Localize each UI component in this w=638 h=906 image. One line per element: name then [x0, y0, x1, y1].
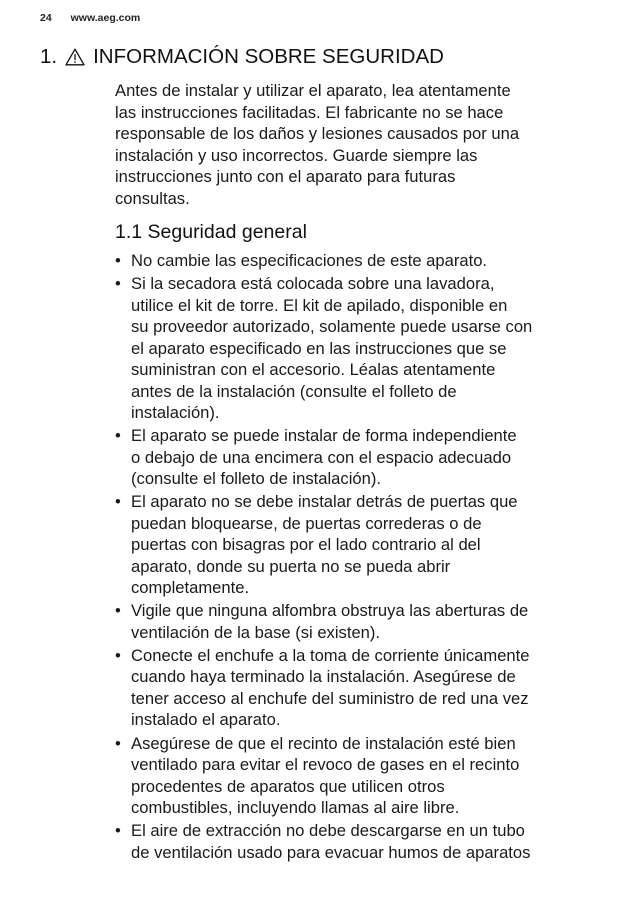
bullet-text-line: Si la secadora está colocada sobre una lavadora,: [131, 274, 495, 294]
safety-bullet-list: [115, 250, 620, 865]
bullet-text-line: procedentes de aparatos que utilicen otros: [131, 776, 445, 796]
bullet-text-line: antes de la instalación (consulte el folleto de: [131, 381, 457, 401]
bullet-item: [115, 250, 620, 272]
bullet-text-line: ventilación de la base (si existen).: [131, 622, 381, 642]
bullet-text-line: puedan bloquearse, de puertas correderas o de: [131, 513, 482, 533]
subsection-title: 1.1 Seguridad general: [115, 221, 307, 243]
bullet-dot: •: [115, 426, 121, 446]
bullet-text-line: aparato, donde su puerta no se pueda abrir: [131, 556, 451, 576]
bullet-text-line: (consulte el folleto de instalación).: [131, 469, 381, 489]
bullet-text-line: utilice el kit de torre. El kit de apilado, disponible en: [131, 295, 508, 315]
website-url: www.aeg.com: [70, 12, 141, 24]
bullet-text-line: El aparato no se debe instalar detrás de puertas que: [131, 492, 518, 512]
bullet-text-line: el aparato especificado en las instrucciones que se: [131, 338, 507, 358]
intro-line: instrucciones junto con el aparato para futuras: [115, 167, 456, 186]
bullet-text-line: Asegúrese de que el recinto de instalación esté bien: [131, 733, 516, 753]
bullet-text-line: tener acceso al enchufe del suministro de red una vez: [131, 688, 529, 708]
section-title: [40, 44, 444, 70]
bullet-dot: •: [115, 645, 121, 665]
bullet-text-line: ventilado para evitar el revoco de gases en el recinto: [131, 755, 520, 775]
bullet-dot: •: [115, 601, 121, 621]
bullet-text-line: El aire de extracción no debe descargarse en un tubo: [131, 821, 525, 841]
bullet-text-line: Conecte el enchufe a la toma de corriente únicamente: [131, 645, 530, 665]
section-number: 1.: [40, 45, 58, 68]
bullet-item: [115, 820, 620, 863]
bullet-text-line: de ventilación usado para evacuar humos de aparatos: [131, 842, 531, 862]
intro-paragraph: [115, 80, 605, 209]
intro-line: responsable de los daños y lesiones causados por una: [115, 124, 520, 143]
bullet-text-line: puertas con bisagras por el lado contrario al del: [131, 535, 481, 555]
bullet-dot: •: [115, 251, 121, 270]
bullet-text-line: suministran con el accesorio. Léalas atentamente: [131, 360, 496, 380]
intro-line: las instrucciones facilitadas. El fabricante no se hace: [115, 102, 504, 122]
page-number: 24: [40, 12, 52, 24]
bullet-text-line: combustibles, incluyendo llamas al aire libre.: [131, 798, 460, 818]
section-title-text: INFORMACIÓN SOBRE SEGURIDAD: [93, 45, 444, 68]
intro-line: consultas.: [115, 188, 190, 208]
bullet-text-line: cuando haya terminado la instalación. Asegúrese de: [131, 667, 516, 687]
bullet-text-line: su proveedor autorizado, solamente puede usarse con: [131, 317, 533, 337]
warning-triangle-icon: [65, 47, 85, 65]
bullet-dot: •: [115, 733, 121, 753]
bullet-dot: •: [115, 492, 121, 512]
bullet-item: [115, 273, 620, 424]
intro-line: instalación y uso incorrectos. Guarde siempre las: [115, 145, 478, 165]
bullet-text-line: o debajo de una encimera con el espacio adecuado: [131, 447, 512, 467]
bullet-text-line: Vigile que ninguna alfombra obstruya las aberturas de: [131, 601, 529, 621]
bullet-text-line: instalado el aparato.: [131, 710, 281, 730]
bullet-text-line: El aparato se puede instalar de forma independiente: [131, 426, 517, 446]
page-header: [40, 12, 140, 24]
bullet-item: [115, 425, 620, 490]
bullet-item: [115, 491, 620, 599]
intro-line: Antes de instalar y utilizar el aparato, lea atentamente: [115, 81, 511, 100]
bullet-text-line: No cambie las especificaciones de este aparato.: [131, 251, 488, 270]
bullet-dot: •: [115, 821, 121, 841]
bullet-dot: •: [115, 274, 121, 294]
bullet-item: [115, 600, 620, 643]
bullet-item: [115, 733, 620, 819]
bullet-text-line: instalación).: [131, 403, 220, 423]
bullet-item: [115, 645, 620, 731]
bullet-text-line: completamente.: [131, 578, 250, 598]
